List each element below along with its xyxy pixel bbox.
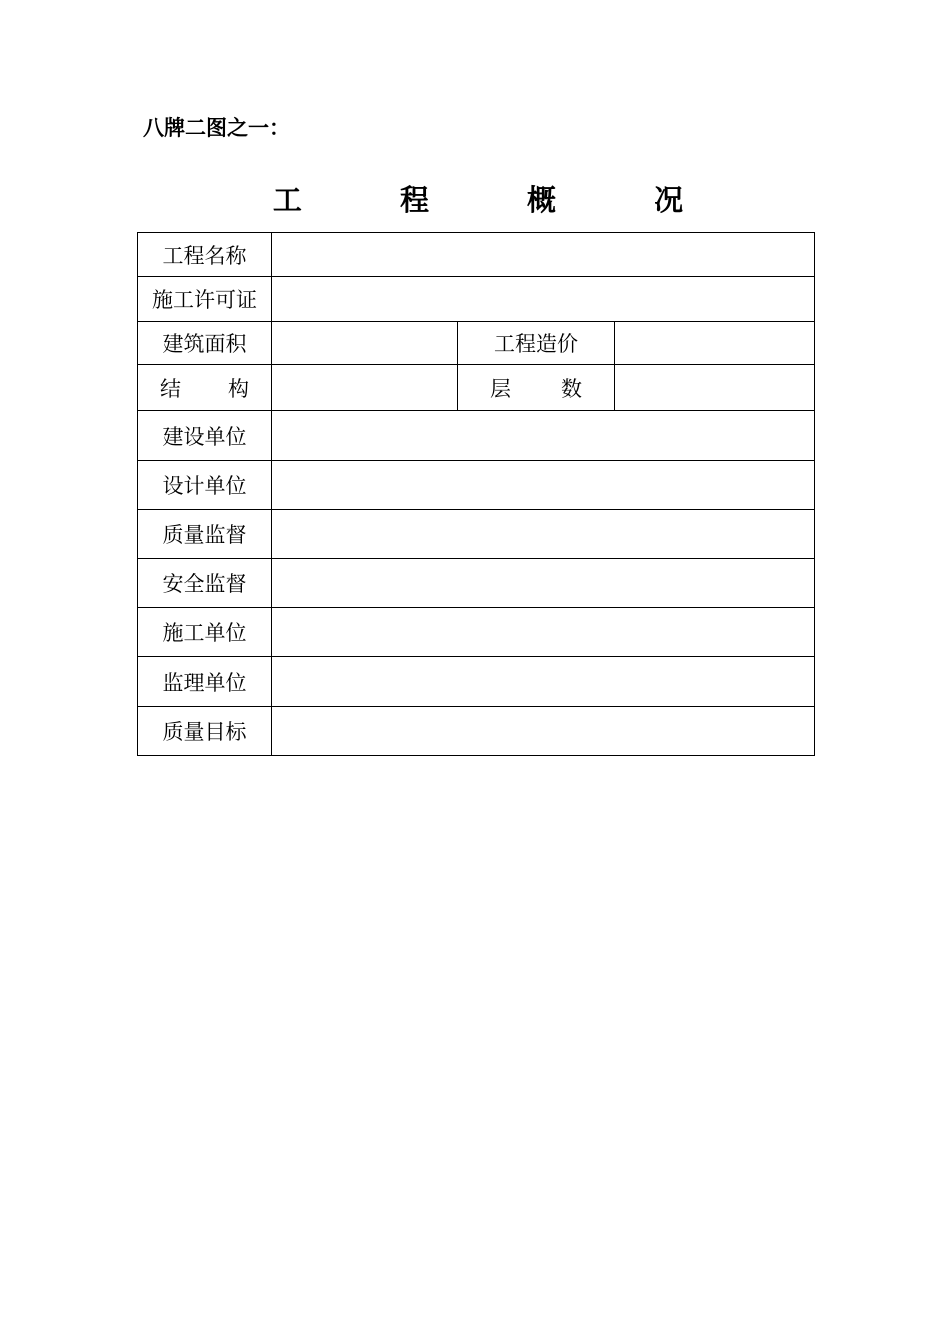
safety-supervision-label: 安全监督 bbox=[138, 559, 272, 608]
table-row bbox=[138, 559, 815, 608]
project-name-field[interactable] bbox=[272, 233, 815, 277]
safety-supervision-field[interactable] bbox=[272, 559, 815, 608]
project-name-label: 工程名称 bbox=[138, 233, 272, 277]
table-row bbox=[138, 510, 815, 559]
floors-field[interactable] bbox=[615, 365, 815, 411]
quality-supervision-label: 质量监督 bbox=[138, 510, 272, 559]
construction-unit-field[interactable] bbox=[272, 608, 815, 657]
table-row bbox=[138, 322, 815, 365]
table-row bbox=[138, 365, 815, 411]
table-row bbox=[138, 608, 815, 657]
project-cost-field[interactable] bbox=[615, 322, 815, 365]
floors-label bbox=[458, 365, 615, 411]
supervision-unit-label: 监理单位 bbox=[138, 657, 272, 707]
developer-field[interactable] bbox=[272, 411, 815, 461]
table-row bbox=[138, 233, 815, 277]
structure-label-char-1: 结 bbox=[160, 376, 181, 401]
design-unit-label: 设计单位 bbox=[138, 461, 272, 510]
structure-label bbox=[138, 365, 272, 411]
page-title: 工 程 概 况 bbox=[272, 183, 728, 217]
page-heading: 八牌二图之一： bbox=[143, 116, 290, 140]
table-row bbox=[138, 657, 815, 707]
quality-target-field[interactable] bbox=[272, 707, 815, 756]
developer-label: 建设单位 bbox=[138, 411, 272, 461]
table-row bbox=[138, 707, 815, 756]
construction-unit-label: 施工单位 bbox=[138, 608, 272, 657]
structure-field[interactable] bbox=[272, 365, 458, 411]
table-row bbox=[138, 277, 815, 322]
design-unit-field[interactable] bbox=[272, 461, 815, 510]
project-overview-table bbox=[137, 232, 815, 756]
structure-label-char-2: 构 bbox=[228, 376, 249, 401]
table-row bbox=[138, 411, 815, 461]
building-area-label: 建筑面积 bbox=[138, 322, 272, 365]
table-row bbox=[138, 461, 815, 510]
floors-label-char-1: 层 bbox=[490, 376, 511, 401]
construction-permit-field[interactable] bbox=[272, 277, 815, 322]
quality-supervision-field[interactable] bbox=[272, 510, 815, 559]
building-area-field[interactable] bbox=[272, 322, 458, 365]
construction-permit-label: 施工许可证 bbox=[138, 277, 272, 322]
floors-label-char-2: 数 bbox=[561, 376, 582, 401]
quality-target-label: 质量目标 bbox=[138, 707, 272, 756]
supervision-unit-field[interactable] bbox=[272, 657, 815, 707]
project-cost-label: 工程造价 bbox=[458, 322, 615, 365]
